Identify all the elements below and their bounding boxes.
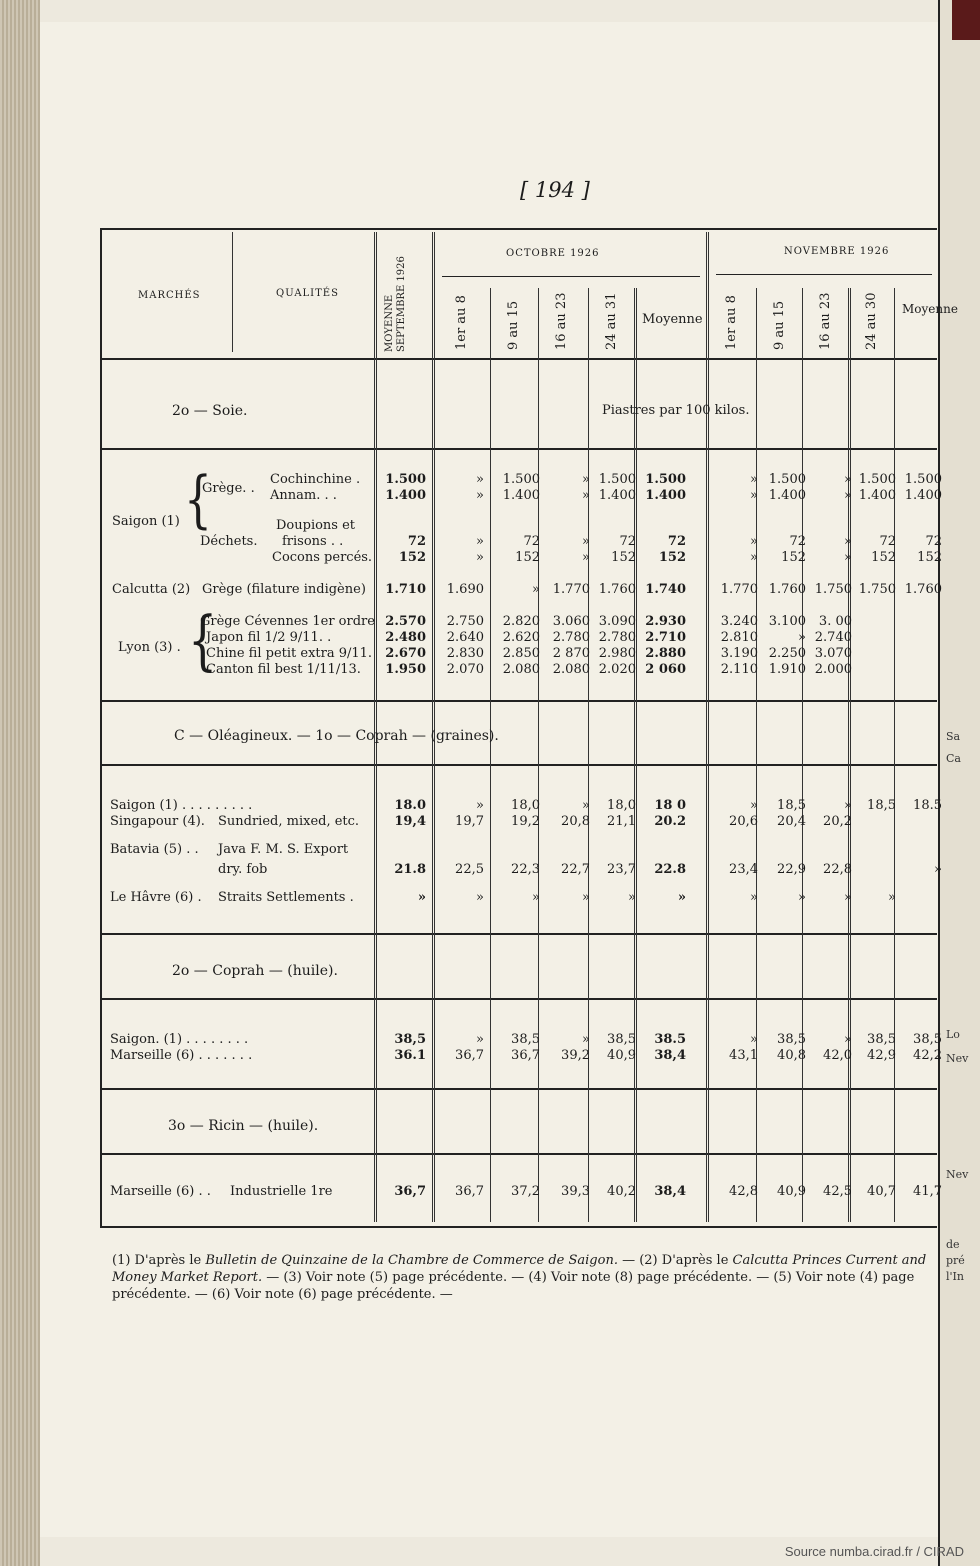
table-cell: » [582, 550, 590, 565]
table-cell: 2 870 [552, 646, 590, 661]
table-cell: 38,5 [394, 1032, 426, 1047]
quality-label: frisons . . [282, 534, 344, 549]
table-cell: » [476, 798, 484, 813]
note-2-title: Calcutta Princes Current and Money Market Report. [112, 1253, 927, 1285]
table-cell: 1.400 [645, 488, 686, 503]
table-cell: 2 060 [645, 662, 686, 677]
table-cell: 22.8 [654, 862, 686, 877]
table-cell: 2.850 [502, 646, 540, 661]
col-rule [432, 232, 435, 1222]
market-label: Saigon (1) . . . . . . . . . [110, 798, 253, 813]
table-cell: 36,7 [455, 1048, 484, 1063]
table-cell: 1.500 [858, 472, 896, 487]
table-cell: 3.100 [768, 614, 806, 629]
quality-label: Java F. M. S. Export [218, 842, 349, 857]
table-cell: 2.070 [446, 662, 484, 677]
quality-label: Grège (filature indigène) [202, 582, 366, 597]
table-cell: 2.930 [645, 614, 686, 629]
table-cell: » [582, 534, 590, 549]
table-cell: 72 [789, 534, 806, 549]
table-cell: » [750, 1032, 758, 1047]
table-cell: 23,4 [729, 862, 758, 877]
quality-label: Annam. . . [270, 488, 337, 503]
table-cell: 1.400 [598, 488, 636, 503]
table-cell: 1.710 [385, 582, 426, 597]
section-soie: 2o — Soie. [172, 403, 248, 419]
period-nov-3: 16 au 23 [818, 292, 833, 350]
rule [102, 448, 937, 450]
table-cell: 2.810 [720, 630, 758, 645]
table-cell: » [798, 630, 806, 645]
rule [102, 998, 937, 1000]
table-cell: 1.400 [904, 488, 942, 503]
table-cell: » [844, 890, 852, 905]
table-cell: » [844, 534, 852, 549]
table-cell: 1.770 [552, 582, 590, 597]
table-cell: 38,5 [777, 1032, 806, 1047]
rule [102, 700, 937, 702]
label-grege: Grège. . [202, 481, 255, 496]
period-nov-2: 9 au 15 [772, 300, 787, 350]
table-cell: 19,7 [455, 814, 484, 829]
binding-corner [952, 0, 980, 40]
table-cell: » [750, 798, 758, 813]
table-cell: 72 [879, 534, 896, 549]
quality-label: Doupions et [276, 518, 356, 533]
table-cell: 40,2 [607, 1184, 636, 1199]
table-cell: 1.400 [858, 488, 896, 503]
table-cell: 1.740 [645, 582, 686, 597]
table-cell: 3.190 [720, 646, 758, 661]
rule [716, 274, 932, 275]
table-cell: 40,7 [867, 1184, 896, 1199]
book-page-edge [0, 0, 40, 1566]
note-1: (1) D'après le [112, 1253, 206, 1268]
table-cell: 18,0 [607, 798, 636, 813]
table-cell: 42,9 [867, 1048, 896, 1063]
table-cell: 20.2 [654, 814, 686, 829]
table-cell: 1.500 [385, 472, 426, 487]
table-cell: 72 [523, 534, 540, 549]
table-cell: 1.500 [904, 472, 942, 487]
facing-fragment: Nev [946, 1052, 969, 1065]
table-cell: 41,7 [913, 1184, 942, 1199]
table-cell: » [844, 472, 852, 487]
table-cell: 38,5 [607, 1032, 636, 1047]
table-cell: 36,7 [394, 1184, 426, 1199]
table-cell: 1.500 [768, 472, 806, 487]
market-label: Le Hâvre (6) . [110, 890, 202, 905]
table-cell: 1.750 [858, 582, 896, 597]
table-cell: 19,2 [511, 814, 540, 829]
period-oct-2: 9 au 15 [506, 300, 521, 350]
period-nov-4: 24 au 30 [864, 292, 879, 350]
table-cell: » [532, 582, 540, 597]
table-cell: 2.640 [446, 630, 484, 645]
table-cell: 18,5 [777, 798, 806, 813]
table-cell: 2.250 [768, 646, 806, 661]
table-cell: 2.750 [446, 614, 484, 629]
market-label: Marseille (6) . . [110, 1184, 211, 1199]
table-cell: 3.070 [814, 646, 852, 661]
source-credit: Source numba.cirad.fr / CIRAD [784, 1544, 964, 1559]
rule [102, 1226, 937, 1228]
table-cell: 18,0 [511, 798, 540, 813]
table-cell: 39,3 [561, 1184, 590, 1199]
period-oct-avg: Moyenne [642, 312, 703, 327]
facing-page-strip [938, 0, 980, 1566]
table-cell: 42,8 [729, 1184, 758, 1199]
table-cell: 39,2 [561, 1048, 590, 1063]
table-cell: » [677, 890, 686, 905]
table-cell: » [476, 550, 484, 565]
table-cell: » [532, 890, 540, 905]
table-cell: 1.500 [502, 472, 540, 487]
col-rule [634, 288, 637, 1222]
facing-fragment: pré [946, 1254, 965, 1267]
table-cell: 22,3 [511, 862, 540, 877]
col-rule [802, 288, 803, 1222]
table-cell: 23,7 [607, 862, 636, 877]
table-cell: 72 [925, 534, 942, 549]
page-number: [ 194 ] [520, 178, 590, 202]
brace: { [188, 602, 218, 678]
table-cell: 1.500 [645, 472, 686, 487]
table-cell: 1.690 [446, 582, 484, 597]
table-cell: » [582, 488, 590, 503]
table-cell: 3. 00 [818, 614, 852, 629]
table-cell: 18.0 [394, 798, 426, 813]
quality-label: Chine fil petit extra 9/11. [206, 646, 373, 661]
table-cell: 38.5 [654, 1032, 686, 1047]
market-label: Saigon. (1) . . . . . . . . [110, 1032, 249, 1047]
table-cell: » [476, 1032, 484, 1047]
table-cell: » [750, 472, 758, 487]
label-dechets: Déchets. [200, 534, 258, 549]
table-cell: » [844, 488, 852, 503]
table-cell: 38,5 [511, 1032, 540, 1047]
table-cell: 1.400 [385, 488, 426, 503]
table-cell: 1.950 [385, 662, 426, 677]
table-cell: 36.1 [394, 1048, 426, 1063]
table-cell: » [476, 472, 484, 487]
rule [102, 933, 937, 935]
table-cell: 72 [407, 534, 426, 549]
table-cell: 18.5 [913, 798, 942, 813]
footnotes [112, 1252, 930, 1303]
table-cell: 20,6 [729, 814, 758, 829]
header-qualites: QUALITÉS [276, 288, 339, 299]
table-cell: 20,2 [823, 814, 852, 829]
quality-label: Canton fil best 1/11/13. [206, 662, 361, 677]
market-label: Singapour (4). [110, 814, 205, 829]
table-cell: 19,4 [394, 814, 426, 829]
table-cell: 2.710 [645, 630, 686, 645]
table-cell: » [844, 550, 852, 565]
facing-fragment: de [946, 1238, 960, 1251]
quality-label: Japon fil 1/2 9/11. . [206, 630, 332, 645]
col-rule [490, 288, 491, 1222]
table-cell: 1.400 [768, 488, 806, 503]
table-cell: » [750, 550, 758, 565]
market-lyon: Lyon (3) . [118, 640, 181, 655]
facing-fragment: Ca [946, 752, 961, 765]
table-cell: 72 [619, 534, 636, 549]
facing-fragment: Sa [946, 730, 961, 743]
table-cell: 152 [871, 550, 896, 565]
table-cell: 1.760 [904, 582, 942, 597]
table-cell: » [582, 890, 590, 905]
table-cell: 2.570 [385, 614, 426, 629]
rule [102, 1088, 937, 1090]
table-cell: 2.780 [598, 630, 636, 645]
quality-label: Straits Settlements . [218, 890, 354, 905]
table-cell: 40,9 [777, 1184, 806, 1199]
rule [102, 358, 937, 360]
market-calcutta: Calcutta (2) [112, 582, 191, 597]
col-rule [894, 288, 895, 1222]
table-cell: 38,4 [654, 1184, 686, 1199]
table-cell: » [798, 890, 806, 905]
table-cell: 22,7 [561, 862, 590, 877]
quality-label: Sundried, mixed, etc. [218, 814, 360, 829]
quality-label: Cochinchine . [270, 472, 361, 487]
table-cell: 1.750 [814, 582, 852, 597]
table-cell: 2.480 [385, 630, 426, 645]
market-label: Marseille (6) . . . . . . . [110, 1048, 253, 1063]
table-cell: 20,8 [561, 814, 590, 829]
table-cell: 1.500 [598, 472, 636, 487]
table-cell: 1.760 [598, 582, 636, 597]
table-cell: 152 [781, 550, 806, 565]
period-nov-1: 1er au 8 [724, 295, 739, 350]
note-rest: — (3) Voir note (5) page précédente. — (4) Voir note (8) page précédente. — (5) Voir note (4) page précédente. — (6) Voir note (6) page précédente. — [112, 1270, 915, 1302]
table-cell: 2.820 [502, 614, 540, 629]
table-cell: 40,9 [607, 1048, 636, 1063]
table-cell: » [628, 890, 636, 905]
quality-label: Industrielle 1re [230, 1184, 333, 1199]
table-cell: 40,8 [777, 1048, 806, 1063]
table-cell: 2.020 [598, 662, 636, 677]
table-cell: 2.670 [385, 646, 426, 661]
col-rule [848, 288, 851, 1222]
col-rule [538, 288, 539, 1222]
table-cell: » [582, 472, 590, 487]
table-cell: 21.8 [394, 862, 426, 877]
table-cell: 42,0 [823, 1048, 852, 1063]
col-rule [756, 288, 757, 1222]
quality-label: Cocons percés. [272, 550, 373, 565]
table-cell: 2.110 [720, 662, 758, 677]
note-2: — (2) D'après le [617, 1253, 733, 1268]
table-cell: » [417, 890, 426, 905]
table-cell: 2.780 [552, 630, 590, 645]
table-cell: » [750, 488, 758, 503]
header-moyenne-sept: MOYENNE SEPTEMBRE 1926 [384, 256, 407, 352]
period-oct-3: 16 au 23 [554, 292, 569, 350]
table-cell: 38,5 [867, 1032, 896, 1047]
table-cell: 38,4 [654, 1048, 686, 1063]
table-cell: 2.740 [814, 630, 852, 645]
table-cell: » [934, 862, 942, 877]
table-cell: 1.910 [768, 662, 806, 677]
table-cell: 1.400 [502, 488, 540, 503]
col-rule [374, 232, 377, 1222]
table-cell: 18 0 [654, 798, 686, 813]
rule [102, 228, 937, 230]
period-nov-avg: Moyenne [902, 302, 958, 316]
table-cell: 36,7 [455, 1184, 484, 1199]
market-label: Batavia (5) . . [110, 842, 199, 857]
quality-label: Grège Cévennes 1er ordre [200, 614, 375, 629]
unit-label: Piastres par 100 kilos. [602, 403, 750, 418]
table-cell: 3.060 [552, 614, 590, 629]
table-cell: 37,2 [511, 1184, 540, 1199]
col-rule [232, 232, 233, 352]
table-cell: 1.770 [720, 582, 758, 597]
facing-fragment: l'In [946, 1270, 964, 1283]
brace: { [184, 464, 212, 536]
col-rule [588, 288, 589, 1222]
table-cell: 42,2 [913, 1048, 942, 1063]
table-cell: » [750, 890, 758, 905]
table-cell: 152 [658, 550, 686, 565]
table-cell: 22,8 [823, 862, 852, 877]
table-cell: 1.760 [768, 582, 806, 597]
facing-fragment: Lo [946, 1028, 960, 1041]
table-cell: 152 [515, 550, 540, 565]
period-oct-4: 24 au 31 [604, 292, 619, 350]
section-coprah-huile: 2o — Coprah — (huile). [172, 963, 338, 979]
rule [102, 764, 937, 766]
table-cell: 36,7 [511, 1048, 540, 1063]
table-cell: » [750, 534, 758, 549]
table-cell: » [476, 534, 484, 549]
table-cell: » [476, 488, 484, 503]
table-cell: 38,5 [913, 1032, 942, 1047]
header-novembre: NOVEMBRE 1926 [784, 246, 890, 257]
table-cell: 2.980 [598, 646, 636, 661]
table-cell: 2.080 [552, 662, 590, 677]
table-cell: 20,4 [777, 814, 806, 829]
table-cell: 18,5 [867, 798, 896, 813]
table-cell: 3.090 [598, 614, 636, 629]
table-cell: 72 [667, 534, 686, 549]
table-cell: » [582, 1032, 590, 1047]
table-cell: 2.620 [502, 630, 540, 645]
table-cell: 152 [398, 550, 426, 565]
rule [102, 1153, 937, 1155]
table-cell: 2.080 [502, 662, 540, 677]
quality-label: dry. fob [218, 862, 268, 877]
table-cell: » [844, 798, 852, 813]
section-ricin: 3o — Ricin — (huile). [168, 1118, 319, 1134]
rule [442, 276, 700, 277]
table-cell: 152 [611, 550, 636, 565]
table-cell: 3.240 [720, 614, 758, 629]
table-cell: 2.000 [814, 662, 852, 677]
facing-fragment: Nev [946, 1168, 969, 1181]
section-oleagineux: C — Oléagineux. — 1o — Coprah — (graines). [174, 728, 499, 744]
table-cell: 22,5 [455, 862, 484, 877]
table-cell: 21,1 [607, 814, 636, 829]
table-cell: 2.880 [645, 646, 686, 661]
table-cell: » [476, 890, 484, 905]
table-cell: » [582, 798, 590, 813]
header-octobre: OCTOBRE 1926 [506, 248, 600, 259]
period-oct-1: 1er au 8 [454, 295, 469, 350]
table-cell: 43,1 [729, 1048, 758, 1063]
table-cell: » [844, 1032, 852, 1047]
table-cell: 152 [917, 550, 942, 565]
market-saigon: Saigon (1) [112, 514, 180, 529]
table-cell: 22,9 [777, 862, 806, 877]
table-cell: » [888, 890, 896, 905]
header-marches: MARCHÉS [138, 290, 201, 301]
table-cell: 42,5 [823, 1184, 852, 1199]
table-cell: 2.830 [446, 646, 484, 661]
note-1-title: Bulletin de Quinzaine de la Chambre de Commerce de Saigon. [205, 1253, 618, 1268]
col-rule [706, 232, 709, 1222]
